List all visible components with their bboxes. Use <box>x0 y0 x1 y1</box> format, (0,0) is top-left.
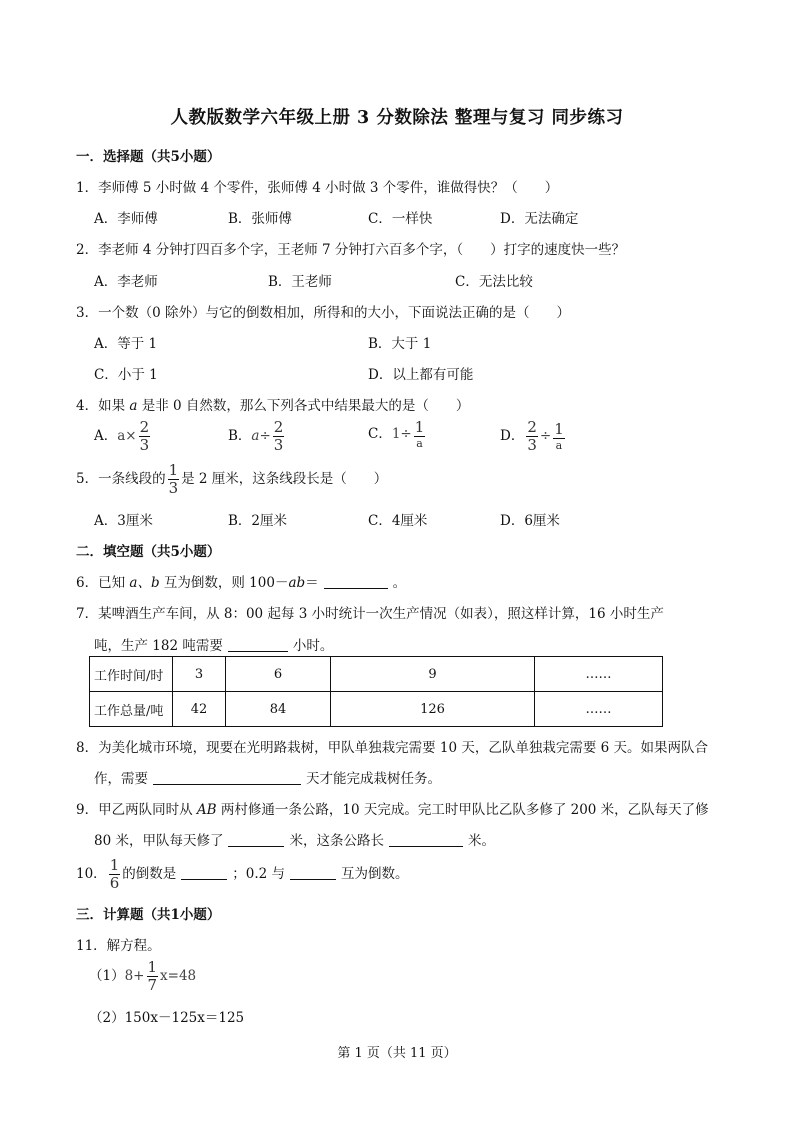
table-cell: …… <box>535 692 663 727</box>
question-8-line-1: 8．为美化城市环境，现要在光明路栽树，甲队单独栽完需要 10 天，乙队单独栽完需要 6 天。如果两队合 <box>76 740 709 756</box>
answer-blank[interactable] <box>290 865 336 880</box>
table-header-cell: 工作总量/吨 <box>90 692 173 727</box>
question-9-line-1: 9．甲乙两队同时从 AB 两村修通一条公路，10 天完成。完工时甲队比乙队多修了 200 米，乙队每天了修 <box>76 802 709 818</box>
table-cell: 42 <box>173 692 226 727</box>
answer-blank[interactable] <box>181 865 227 880</box>
question-7-line-2: 吨，生产 182 吨需要 小时。 <box>94 638 334 654</box>
q4-option-a: A．a× $\frac{2}{3}$ <box>94 418 150 454</box>
q4-option-d: D． $\frac{2}{3}$ ÷ $\frac{1}{a}$ <box>500 418 564 454</box>
question-4: 4．如果 a 是非 0 自然数，那么下列各式中结果最大的是（ ） <box>76 398 470 414</box>
question-1: 1．李师傅 5 小时做 4 个零件，张师傅 4 小时做 3 个零件，谁做得快？（ ） <box>76 180 559 196</box>
q1-option-b: B．张师傅 <box>228 211 292 227</box>
question-5: 5．一条线段的 $\frac{1}{3}$ 是 2 厘米，这条线段长是（ ） <box>76 461 388 497</box>
fraction-one-seventh: $\frac{1}{7}$ <box>147 958 158 994</box>
q3-option-a: A．等于 1 <box>94 336 158 352</box>
q3-option-c: C．小于 1 <box>94 367 158 383</box>
equation-1: （1）8+ $\frac{1}{7}$ x=48 <box>89 958 197 994</box>
q5-option-d: D．6厘米 <box>500 513 560 529</box>
question-7-line-1: 7．某啤酒生产车间，从 8：00 起每 3 小时统计一次生产情况（如表），照这样计算，16 小时生产 <box>76 606 664 622</box>
page-title: 人教版数学六年级上册 3 分数除法 整理与复习 同步练习 <box>170 108 624 128</box>
fraction-one-over-a: $\frac{1}{a}$ <box>554 420 564 452</box>
table-cell: 126 <box>331 692 535 727</box>
answer-blank[interactable] <box>389 832 463 847</box>
question-10: 10． $\frac{1}{6}$ 的倒数是 ；0.2 与 互为倒数。 <box>76 856 409 892</box>
answer-blank[interactable] <box>324 574 388 589</box>
fraction-two-thirds: $\frac{2}{3}$ <box>527 418 537 454</box>
question-3: 3．一个数（0 除外）与它的倒数相加，所得和的大小，下面说法正确的是（ ） <box>76 305 570 321</box>
q1-option-c: C．一样快 <box>368 211 433 227</box>
table-cell: 3 <box>173 657 226 692</box>
q4-option-c: C．1÷ $\frac{1}{a}$ <box>368 418 425 450</box>
fraction-one-over-a: $\frac{1}{a}$ <box>414 418 425 450</box>
question-11: 11．解方程。 <box>76 938 161 954</box>
table-cell: …… <box>535 657 663 692</box>
fraction-two-thirds: $\frac{2}{3}$ <box>139 418 150 454</box>
fraction-one-third: $\frac{1}{3}$ <box>168 461 179 497</box>
table-cell: 84 <box>226 692 331 727</box>
question-8-line-2: 作，需要 天才能完成栽树任务。 <box>94 771 441 787</box>
table-cell: 6 <box>226 657 331 692</box>
question-2: 2．李老师 4 分钟打四百多个字，王老师 7 分钟打六百多个字，（ ）打字的速度快一些？ <box>76 242 626 258</box>
production-table <box>89 656 663 727</box>
section-choice: 一．选择题（共5小题） <box>76 149 221 165</box>
section-calc: 三．计算题（共1小题） <box>76 907 221 923</box>
q2-option-a: A．李老师 <box>94 274 158 290</box>
q1-option-a: A．李师傅 <box>94 211 158 227</box>
q1-option-d: D．无法确定 <box>500 211 579 227</box>
answer-blank[interactable] <box>228 832 284 847</box>
q5-option-c: C．4厘米 <box>368 513 428 529</box>
table-header-cell: 工作时间/时 <box>90 657 173 692</box>
q5-option-b: B．2厘米 <box>228 513 288 529</box>
table-row <box>90 657 663 692</box>
fraction-one-sixth: $\frac{1}{6}$ <box>109 856 120 892</box>
q2-option-b: B．王老师 <box>268 274 332 290</box>
answer-blank[interactable] <box>153 770 301 785</box>
q5-option-a: A．3厘米 <box>94 513 153 529</box>
q4-option-b: B．a÷ $\frac{2}{3}$ <box>228 418 284 454</box>
question-6: 6．已知 a、b 互为倒数，则 100－ab＝ 。 <box>76 575 407 591</box>
equation-2: （2）150x－125x＝125 <box>89 1010 245 1026</box>
table-cell: 9 <box>331 657 535 692</box>
question-9-line-2: 80 米，甲队每天修了 米，这条公路长 米。 <box>94 833 495 849</box>
answer-blank[interactable] <box>228 637 288 652</box>
fraction-two-thirds: $\frac{2}{3}$ <box>273 418 284 454</box>
q3-option-d: D．以上都有可能 <box>368 367 474 383</box>
section-fill: 二．填空题（共5小题） <box>76 544 221 560</box>
table-row <box>90 692 663 727</box>
q3-option-b: B．大于 1 <box>368 336 432 352</box>
q2-option-c: C．无法比较 <box>455 274 533 290</box>
page-footer: 第 1 页（共 11 页） <box>337 1046 457 1061</box>
